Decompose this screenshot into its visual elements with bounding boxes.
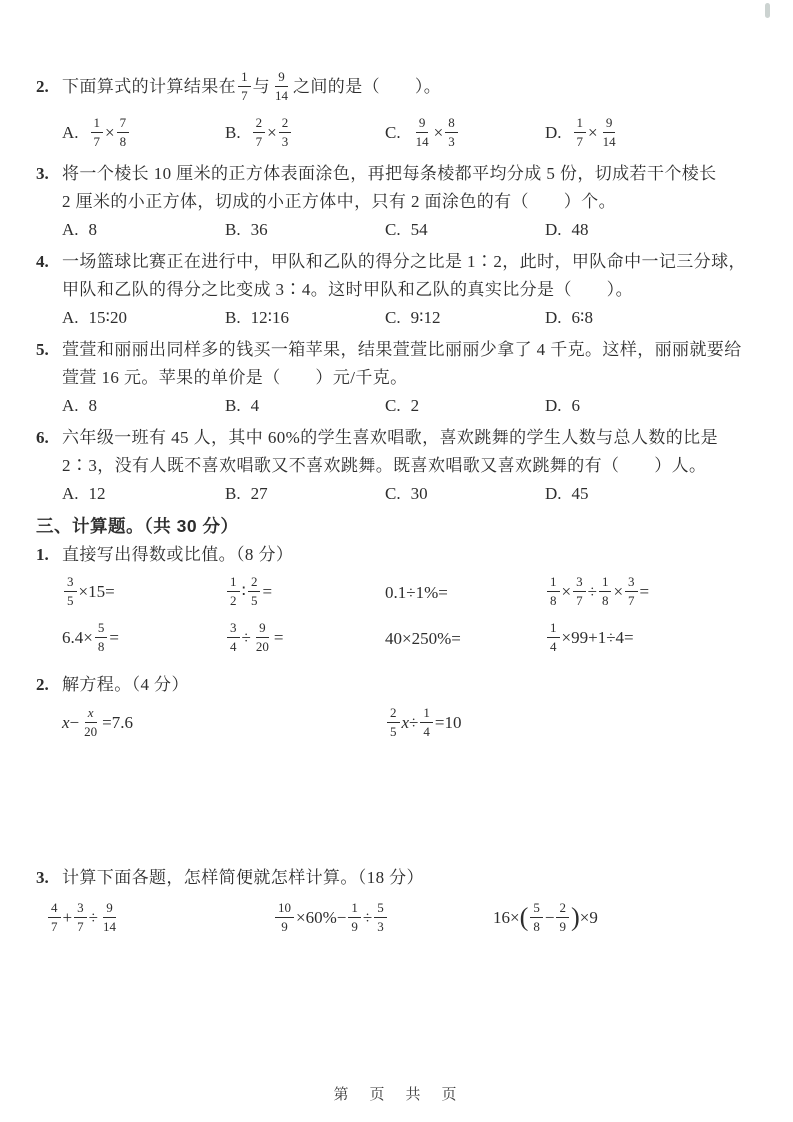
option-label: A. bbox=[62, 308, 79, 327]
question-4-text-line-2: 甲队和乙队的得分之比变成 3∶4。这时甲队和乙队的真实比分是（ ）。 bbox=[62, 280, 633, 299]
option-value: $\frac{9}{14}$ × $\frac{8}{3}$ bbox=[411, 123, 460, 142]
option-value: 12∶16 bbox=[250, 308, 290, 327]
option-label: C. bbox=[385, 308, 401, 327]
equations-row bbox=[62, 700, 743, 748]
option-value: 8 bbox=[88, 220, 98, 239]
question-3-option-d bbox=[545, 216, 743, 244]
question-4-text: 一场篮球比赛正在进行中，甲队和乙队的得分之比是 1∶2，此时，甲队命中一记三分球， bbox=[62, 252, 746, 271]
calc-expression: $\frac{1}{4}$ ×99+1÷4= bbox=[545, 623, 743, 655]
question-2-option-d bbox=[545, 109, 743, 156]
item-number: 3. bbox=[36, 868, 49, 887]
question-2-option-b bbox=[225, 109, 385, 156]
question-2-number: 2. bbox=[36, 77, 49, 96]
question-6-number: 6. bbox=[36, 428, 49, 447]
option-value: 12 bbox=[88, 484, 106, 503]
option-value: 6 bbox=[571, 396, 581, 415]
question-6-option-a bbox=[62, 480, 225, 508]
section-title: 三、计算题。（共 30 分） bbox=[36, 516, 239, 536]
question-2-stem bbox=[36, 64, 743, 109]
option-label: D. bbox=[545, 396, 562, 415]
calc-expression: 16×( $\frac{5}{8}$ − $\frac{2}{9}$ )×9 bbox=[493, 899, 598, 934]
question-3-options bbox=[62, 216, 743, 244]
question-4-option-d bbox=[545, 304, 743, 332]
question-6-stem bbox=[36, 424, 743, 452]
mental-calc-row-1 bbox=[62, 570, 743, 616]
option-label: A. bbox=[62, 123, 79, 142]
question-2-option-a bbox=[62, 109, 225, 156]
question-3 bbox=[36, 160, 743, 244]
option-value: 2 bbox=[410, 396, 420, 415]
calc-item-2-heading bbox=[36, 670, 743, 700]
mental-calc-row-2 bbox=[62, 616, 743, 662]
question-6 bbox=[36, 424, 743, 508]
question-2-option-c bbox=[385, 109, 545, 156]
question-3-text-line-2: 2 厘米的小正方体，切成的小正方体中，只有 2 面涂色的有（ ）个。 bbox=[62, 192, 616, 211]
question-3-number: 3. bbox=[36, 164, 49, 183]
question-5 bbox=[36, 336, 743, 420]
calc-expression: $\frac{3}{4}$ ÷ $\frac{9}{20}$ = bbox=[225, 623, 385, 655]
calc-item-3-heading bbox=[36, 863, 743, 893]
page-footer: 第 页 共 页 bbox=[333, 1086, 460, 1103]
item-title: 计算下面各题，怎样简便就怎样计算。（18 分） bbox=[62, 868, 424, 887]
question-3-option-b bbox=[225, 216, 385, 244]
option-value: $\frac{2}{7}$ × $\frac{2}{3}$ bbox=[251, 123, 294, 142]
question-5-text-line-2: 萱萱 16 元。苹果的单价是（ ）元/千克。 bbox=[62, 368, 408, 387]
equation: x− $\frac{x}{20}$ =7.6 bbox=[62, 704, 133, 739]
option-label: C. bbox=[385, 123, 401, 142]
question-6-option-d bbox=[545, 480, 743, 508]
option-label: B. bbox=[225, 308, 241, 327]
question-6-text: 六年级一班有 45 人，其中 60%的学生喜欢唱歌，喜欢跳舞的学生人数与总人数的比是 bbox=[62, 428, 718, 447]
calc-expression: $\frac{3}{5}$ ×15= bbox=[62, 577, 225, 609]
question-2 bbox=[36, 64, 743, 156]
option-label: C. bbox=[385, 396, 401, 415]
question-2-options bbox=[62, 109, 743, 156]
option-label: C. bbox=[385, 484, 401, 503]
item-title: 解方程。（4 分） bbox=[62, 675, 189, 694]
item-number: 1. bbox=[36, 545, 49, 564]
question-4-options bbox=[62, 304, 743, 332]
item-number: 2. bbox=[36, 675, 49, 694]
option-value: 9∶12 bbox=[410, 308, 441, 327]
question-5-text: 萱萱和丽丽出同样多的钱买一箱苹果，结果萱萱比丽丽少拿了 4 千克。这样，丽丽就要给 bbox=[62, 340, 742, 359]
option-label: B. bbox=[225, 123, 241, 142]
option-value: 36 bbox=[250, 220, 268, 239]
question-5-option-c bbox=[385, 392, 545, 420]
scrollbar-thumb[interactable] bbox=[765, 3, 770, 18]
question-6-option-b bbox=[225, 480, 385, 508]
question-4-stem bbox=[36, 248, 746, 276]
option-label: A. bbox=[62, 220, 79, 239]
calc-expression: $\frac{1}{2}$ ∶ $\frac{2}{5}$ = bbox=[225, 577, 385, 609]
question-3-text: 将一个棱长 10 厘米的正方体表面涂色，再把每条棱都平均分成 5 份，切成若干个棱长 bbox=[62, 164, 717, 183]
option-label: B. bbox=[225, 220, 241, 239]
option-value: $\frac{1}{7}$ × $\frac{9}{14}$ bbox=[572, 123, 621, 142]
calc-expression: $\frac{4}{7}$ + $\frac{3}{7}$ ÷ $\frac{9}{14}$ bbox=[46, 903, 273, 935]
question-3-option-c bbox=[385, 216, 545, 244]
question-6-option-c bbox=[385, 480, 545, 508]
equation: $\frac{2}{5}$ x÷ $\frac{1}{4}$ =10 bbox=[385, 708, 743, 740]
option-value: 8 bbox=[88, 396, 98, 415]
question-5-option-d bbox=[545, 392, 743, 420]
option-label: A. bbox=[62, 396, 79, 415]
question-2-text: 下面算式的计算结果在 $\frac{1}{7}$ 与 $\frac{9}{14}$ 之间的是（ ）。 bbox=[62, 68, 442, 103]
calc-expression: 0.1÷1%= bbox=[385, 583, 448, 602]
question-5-option-a bbox=[62, 392, 225, 420]
question-3-stem bbox=[36, 160, 743, 188]
question-4 bbox=[36, 248, 746, 332]
option-value: 15∶20 bbox=[88, 308, 127, 327]
question-4-number: 4. bbox=[36, 252, 49, 271]
question-6-options bbox=[62, 480, 743, 508]
option-label: B. bbox=[225, 396, 241, 415]
option-label: D. bbox=[545, 123, 562, 142]
question-5-option-b bbox=[225, 392, 385, 420]
calc-expression: $\frac{10}{9}$ ×60%− $\frac{1}{9}$ ÷ $\frac{5}{3}$ bbox=[273, 903, 493, 935]
option-label: B. bbox=[225, 484, 241, 503]
calc-expression: 6.4× $\frac{5}{8}$ = bbox=[62, 619, 119, 654]
option-value: 27 bbox=[250, 484, 268, 503]
section-calculation bbox=[36, 512, 743, 945]
calc-item-1-heading bbox=[36, 540, 743, 570]
option-value: 45 bbox=[571, 484, 589, 503]
option-label: A. bbox=[62, 484, 79, 503]
option-value: 48 bbox=[571, 220, 589, 239]
option-value: 54 bbox=[410, 220, 428, 239]
question-5-options bbox=[62, 392, 743, 420]
item-title: 直接写出得数或比值。（8 分） bbox=[62, 545, 294, 564]
option-value: 30 bbox=[410, 484, 428, 503]
question-5-stem bbox=[36, 336, 743, 364]
option-value: 4 bbox=[250, 396, 260, 415]
option-value: $\frac{1}{7}$ × $\frac{7}{8}$ bbox=[89, 123, 132, 142]
option-label: C. bbox=[385, 220, 401, 239]
question-4-option-b bbox=[225, 304, 385, 332]
option-label: D. bbox=[545, 484, 562, 503]
question-6-text-line-2: 2∶3，没有人既不喜欢唱歌又不喜欢跳舞。既喜欢唱歌又喜欢跳舞的有（ ）人。 bbox=[62, 456, 707, 475]
question-3-option-a bbox=[62, 216, 225, 244]
question-4-option-c bbox=[385, 304, 545, 332]
option-value: 6∶8 bbox=[571, 308, 593, 327]
simplify-expressions-row bbox=[46, 893, 743, 945]
question-4-option-a bbox=[62, 304, 225, 332]
question-5-number: 5. bbox=[36, 340, 49, 359]
option-label: D. bbox=[545, 220, 562, 239]
calc-expression: $\frac{1}{8}$ × $\frac{3}{7}$ ÷ $\frac{1}{8}$ × $\frac{3}{7}$ = bbox=[545, 577, 743, 609]
option-label: D. bbox=[545, 308, 562, 327]
calc-expression: 40×250%= bbox=[385, 629, 461, 648]
